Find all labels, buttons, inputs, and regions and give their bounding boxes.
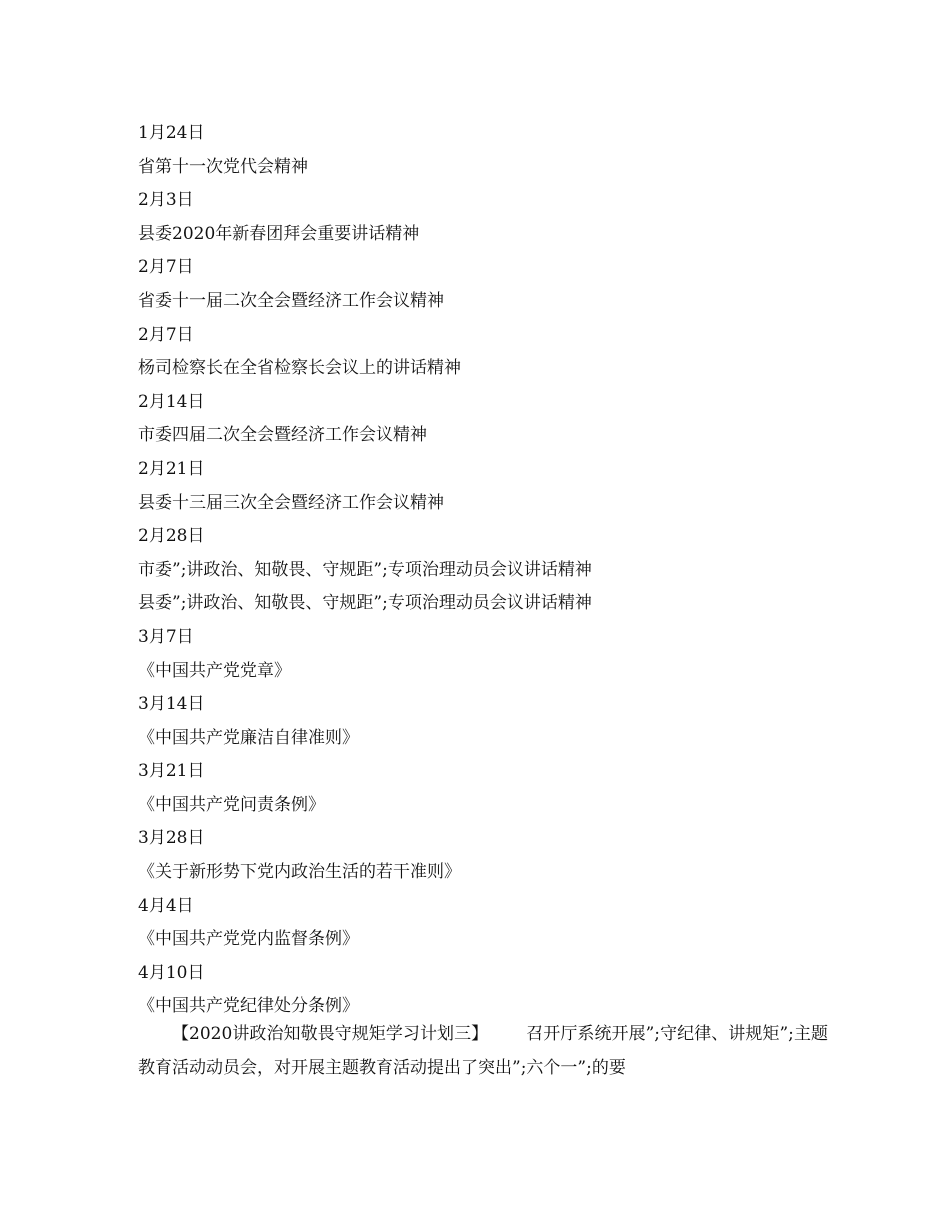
schedule-date: 3月28日 [138,828,205,849]
schedule-date: 3月14日 [138,694,205,715]
plan-heading: 【2020讲政治知敬畏守规矩学习计划三】 [172,1024,489,1044]
schedule-item: 省第十一次党代会精神 [138,156,308,177]
schedule-date: 4月4日 [138,895,194,916]
plan-body: 召开厅系统开展”;守纪律、讲规矩”;主题教育活动动员会，对开展主题教育活动提出了突出”;六个一”;的要 [138,1024,828,1078]
schedule-date: 2月21日 [138,458,205,479]
schedule-item: 县委”;讲政治、知敬畏、守规距”;专项治理动员会议讲话精神 [138,593,592,614]
schedule-date: 1月24日 [138,123,205,143]
schedule-date: 2月3日 [138,190,194,211]
schedule-item: 县委2020年新春团拜会重要讲话精神 [138,223,420,244]
schedule-date: 4月10日 [138,962,205,983]
schedule-item: 《中国共产党党内监督条例》 [138,929,359,950]
schedule-date: 2月14日 [138,391,205,412]
schedule-item: 县委十三届三次全会暨经济工作会议精神 [138,492,444,513]
schedule-date: 2月28日 [138,526,205,547]
schedule-item: 杨司检察长在全省检察长会议上的讲话精神 [138,358,461,379]
schedule-item: 《中国共产党党章》 [138,660,291,681]
schedule-date: 2月7日 [138,324,194,345]
schedule-item: 市委四届二次全会暨经济工作会议精神 [138,425,427,446]
schedule-item: 《关于新形势下党内政治生活的若干准则》 [138,862,461,883]
schedule-date: 3月21日 [138,761,205,782]
schedule-item: 省委十一届二次全会暨经济工作会议精神 [138,290,444,311]
schedule-date: 3月7日 [138,626,194,647]
schedule-item: 市委”;讲政治、知敬畏、守规距”;专项治理动员会议讲话精神 [138,559,592,580]
schedule-item: 《中国共产党纪律处分条例》 [138,996,359,1017]
schedule-item: 《中国共产党廉洁自律准则》 [138,727,359,748]
plan-paragraph [138,1017,828,1085]
schedule-item: 《中国共产党问责条例》 [138,794,325,815]
schedule-date: 2月7日 [138,257,194,278]
schedule-list [138,117,828,1024]
